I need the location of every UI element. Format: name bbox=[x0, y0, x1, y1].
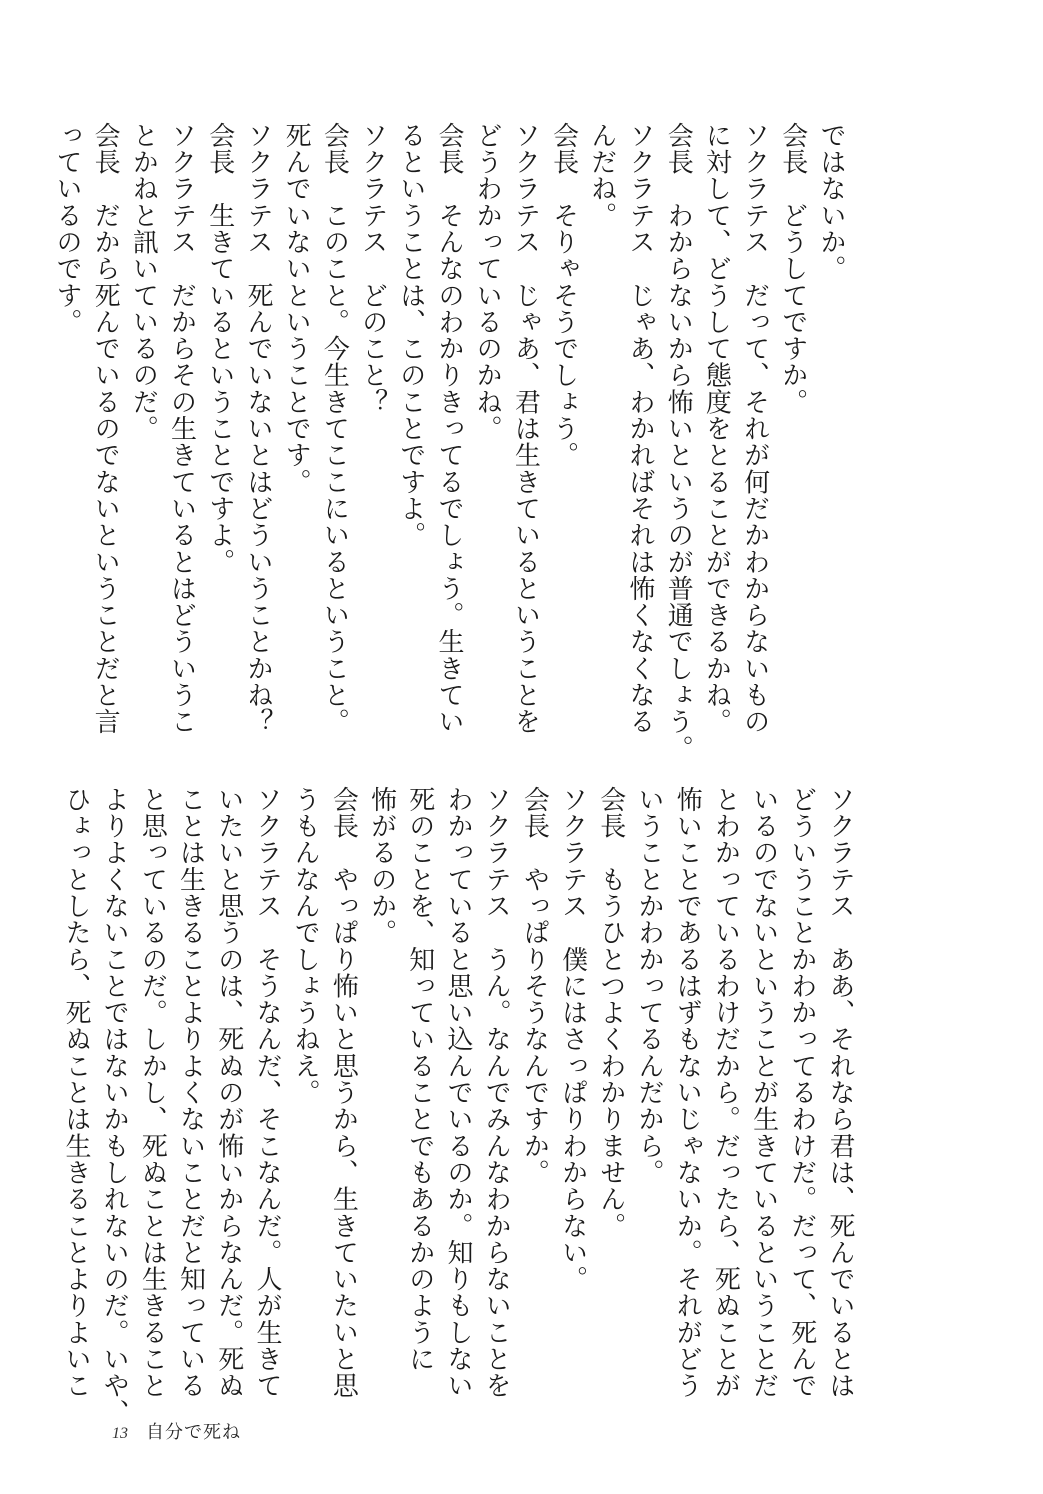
text-line: どうわかっているのかね。 bbox=[472, 122, 503, 442]
running-title: 自分で死ね bbox=[146, 1422, 241, 1443]
text-line: ソクラテス じゃあ、君は生きているということを bbox=[510, 122, 541, 735]
text-line: ソクラテス ああ、それなら君は、死んでいるとは bbox=[825, 786, 855, 1399]
text-line: 会長 このこと。今生きてここにいるということ。 bbox=[319, 122, 350, 735]
text-line: いたいと思うのは、死ぬのが怖いからなんだ。死ぬ bbox=[213, 786, 244, 1399]
text-line: わかっていると思い込んでいるのか。知りもしない bbox=[442, 786, 473, 1399]
text-line: に対して、どうして態度をとることができるかね。 bbox=[701, 122, 732, 735]
text-line: ひょっとしたら、死ぬことは生きることよりよいこ bbox=[60, 786, 91, 1399]
text-line: ソクラテス じゃあ、わかればそれは怖くなくなる bbox=[624, 122, 655, 735]
text-line: 会長 やっぱりそうなんですか。 bbox=[519, 786, 550, 1186]
text-line: んだね。 bbox=[586, 122, 617, 229]
text-line: よりよくないことではないかもしれないのだ。いや、 bbox=[99, 786, 130, 1426]
text-line: いるのでないということが生きているということだ bbox=[748, 786, 779, 1399]
text-line: と思っているのだ。しかし、死ぬことは生きること bbox=[137, 786, 168, 1399]
text-line: ではないか。 bbox=[816, 122, 846, 282]
text-line: 会長 そんなのわかりきってるでしょう。生きてい bbox=[433, 122, 464, 735]
text-line: るということは、このことですよ。 bbox=[395, 122, 426, 549]
text-line: 会長 だから死んでいるのでないということだと言 bbox=[90, 122, 121, 735]
text-line: ソクラテス 僕にはさっぱりわからない。 bbox=[557, 786, 588, 1293]
text-line: ソクラテス 死んでいないとはどういうことかね？ bbox=[242, 122, 273, 735]
text-line: 死んでいないということです。 bbox=[281, 122, 312, 496]
text-line: ソクラテス だって、それが何だかわからないもの bbox=[739, 122, 770, 735]
bottom-text-block bbox=[60, 786, 859, 1426]
text-line: ソクラテス だからその生きているとはどういうこ bbox=[166, 122, 197, 735]
text-line: 怖いことであるはずもないじゃないか。それがどう bbox=[672, 786, 703, 1399]
text-line: うもんなんでしょうねえ。 bbox=[290, 786, 321, 1106]
text-line: ソクラテス どのこと？ bbox=[357, 122, 388, 416]
text-line: ソクラテス そうなんだ、そこなんだ。人が生きて bbox=[251, 786, 282, 1399]
text-line: 会長 わからないから怖いというのが普通でしょう。 bbox=[663, 122, 694, 762]
text-line: 怖がるのか。 bbox=[366, 786, 397, 946]
text-line: とかねと訊いているのだ。 bbox=[128, 122, 159, 442]
text-line: 会長 生きているということですよ。 bbox=[204, 122, 235, 576]
text-line: 死のことを、知っていることでもあるかのように bbox=[404, 786, 435, 1373]
text-line: っているのです。 bbox=[51, 122, 82, 336]
text-line: 会長 やっぱり怖いと思うから、生きていたいと思 bbox=[328, 786, 359, 1399]
text-line: いうことかわかってるんだから。 bbox=[633, 786, 664, 1186]
text-line: どういうことかわかってるわけだ。だって、死んで bbox=[786, 786, 817, 1399]
text-line: ことは生きることよりよくないことだと知っている bbox=[175, 786, 206, 1399]
page-footer bbox=[112, 1418, 241, 1448]
top-text-block bbox=[51, 122, 850, 762]
text-line: 会長 もうひとつよくわかりません。 bbox=[595, 786, 626, 1240]
text-line: ソクラテス うん。なんでみんなわからないことを bbox=[481, 786, 512, 1399]
page-number: 13 bbox=[112, 1425, 128, 1442]
text-line: 会長 どうしてですか。 bbox=[777, 122, 808, 416]
text-line: とわかっているわけだから。だったら、死ぬことが bbox=[710, 786, 741, 1399]
text-line: 会長 そりゃそうでしょう。 bbox=[548, 122, 579, 469]
